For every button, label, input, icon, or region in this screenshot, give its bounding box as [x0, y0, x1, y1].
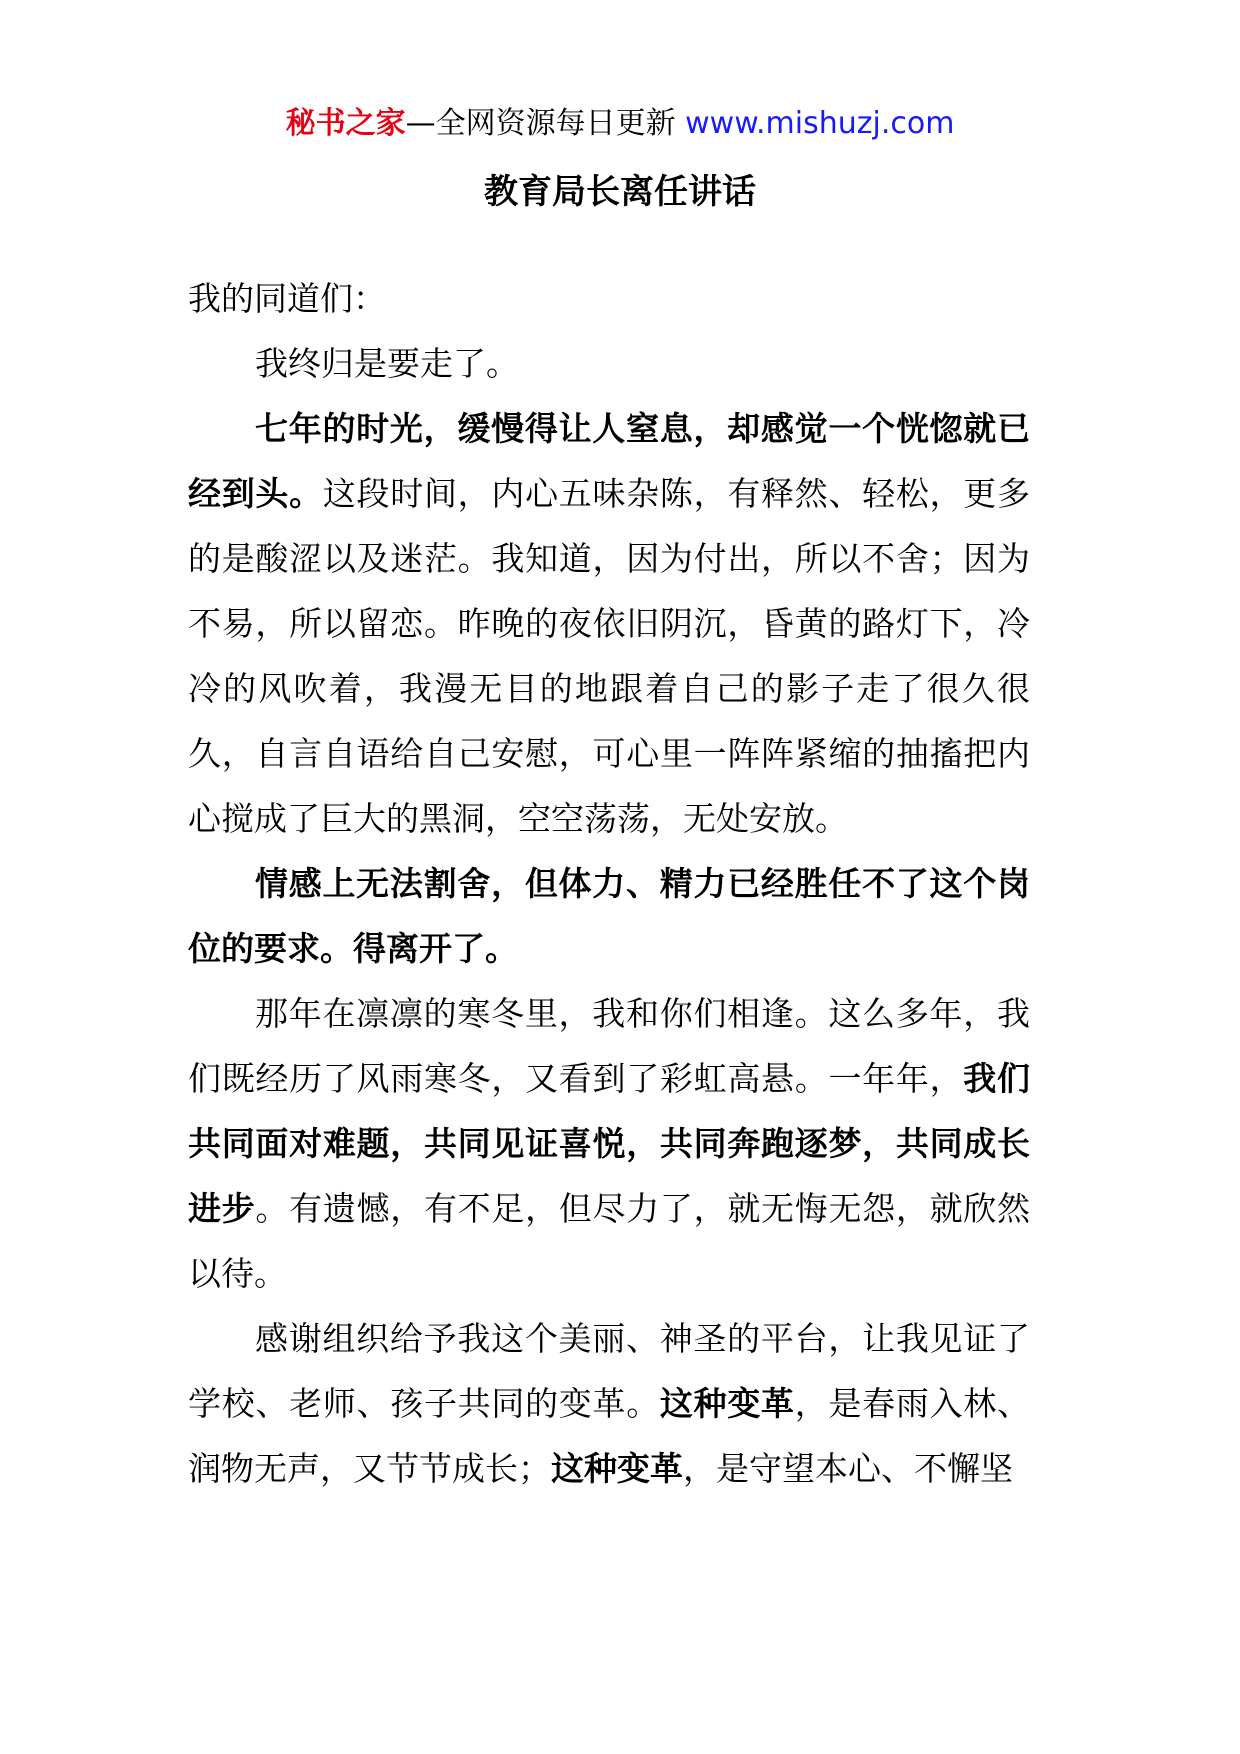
salutation: 我的同道们：: [188, 279, 386, 318]
paragraph-3: [188, 851, 1030, 981]
paragraph-emphasis: 我们共同面对难题，共同见证喜悦，共同奔跑逐梦，共同成长进步: [188, 1059, 1031, 1228]
site-header: [0, 104, 1240, 144]
paragraph-2: [188, 396, 1030, 851]
site-url-link[interactable]: www.mishuzj.com: [685, 106, 955, 141]
paragraph-text: ，是春雨入林、润物无声，又节节成长；: [188, 1384, 1031, 1488]
paragraph-text: 我终归是要走了。: [255, 344, 519, 383]
paragraph-emphasis: 情感上无法割舍，但体力、精力已经胜任不了这个岗位的要求。得离开了。: [188, 864, 1030, 968]
paragraph-text: 感谢组织给予我这个美丽、神圣的平台，让我见证了学校、老师、孩子共同的变革。: [188, 1319, 1030, 1423]
paragraph-emphasis: 七年的时光，缓慢得让人窒息，却感觉一个恍惚就已经到头。: [188, 409, 1030, 513]
document-body: [188, 266, 1030, 1501]
paragraph-text: 。有遗憾，有不足，但尽力了，就无悔无怨，就欣然以待。: [188, 1189, 1031, 1293]
paragraph-5: [188, 1306, 1030, 1501]
document-title: 教育局长离任讲话: [484, 172, 756, 212]
paragraph-emphasis: 这种变革: [551, 1449, 683, 1488]
paragraph-4: [188, 981, 1030, 1306]
paragraph-text: ，是守望本心、不懈坚: [683, 1449, 1013, 1488]
paragraph-1: [188, 331, 1030, 396]
paragraph-text: 那年在凛凛的寒冬里，我和你们相逢。这么多年，我们既经历了风雨寒冬，又看到了彩虹高悬。一年年，: [188, 994, 1030, 1098]
site-slogan: —全网资源每日更新: [405, 106, 686, 141]
paragraph-text: 这段时间，内心五味杂陈，有释然、轻松，更多的是酸涩以及迷茫。我知道，因为付出，所以不舍；因为不易，所以留恋。昨晚的夜依旧阴沉，昏黄的路灯下，冷冷的风吹着，我漫无目的地跟着自己的影子走了很久很久，自言自语给自己安慰，可心里一阵阵紧缩的抽搐把内心搅成了巨大的黑洞，空空荡荡，无处安放。: [188, 474, 1031, 838]
site-name: 秘书之家: [285, 106, 406, 141]
paragraph-emphasis: 这种变革: [659, 1384, 795, 1423]
